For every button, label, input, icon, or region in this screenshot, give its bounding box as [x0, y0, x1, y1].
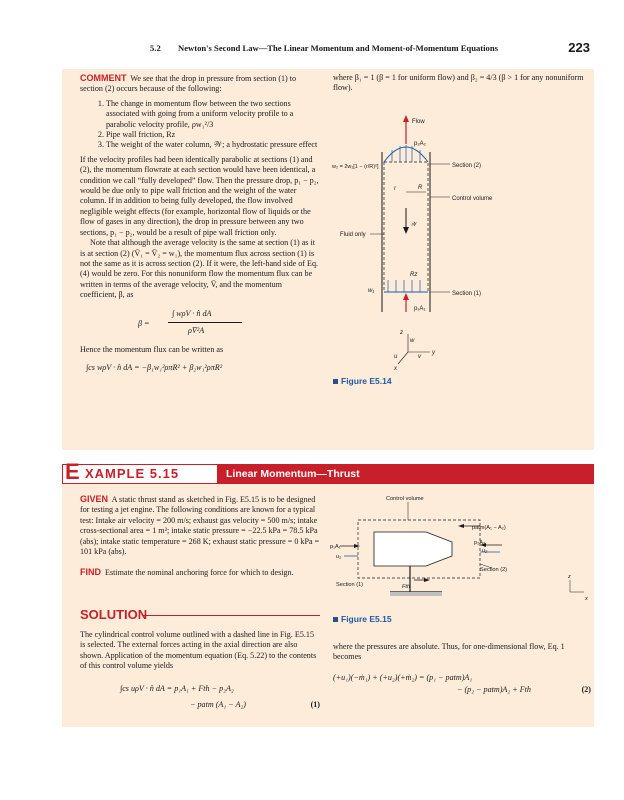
caption-text: Figure E5.14 — [341, 376, 392, 386]
figure-e5-14-caption — [333, 376, 392, 386]
fig14-w1-label: w₁ — [368, 288, 375, 294]
fth-arrowhead — [424, 578, 430, 582]
p1-arrowhead — [403, 293, 409, 300]
fig15-p1a1-label: p₁A₁ — [330, 544, 341, 550]
fig14-w2-equation: w₂ = 2w₁[1 − (r/R)²] — [332, 164, 379, 170]
comment-list — [80, 99, 320, 151]
list-item: 3. The weight of the water column, 𝒲; a hydrostatic pressure effect — [106, 140, 320, 150]
fig14-fluid-only-label: Fluid only — [340, 232, 366, 238]
fig15-section1-label: Section (1) — [336, 582, 364, 588]
caption-text: Figure E5.15 — [341, 614, 392, 624]
find-text: Estimate the nominal anchoring force for which to design. — [105, 568, 294, 578]
example-banner — [62, 459, 594, 484]
example-big-letter: E — [65, 459, 81, 484]
fig14-section2-label: Section (2) — [452, 163, 482, 169]
fig14-w-label: w — [410, 338, 415, 344]
fig14-u-label: u — [394, 354, 398, 360]
p1-arrowhead — [354, 544, 360, 548]
jet-engine — [374, 532, 452, 566]
fig14-z-label: z — [400, 330, 403, 336]
fig15-x-label: x — [585, 596, 588, 602]
caption-square-icon — [333, 617, 338, 622]
fig15-p2a2-label: p₂A₂ — [474, 540, 486, 546]
right-column-top — [333, 73, 593, 94]
fig14-y-label: y — [432, 350, 435, 356]
section-number: 5.2 — [150, 43, 161, 53]
figure-e5-14 — [330, 112, 594, 392]
fig14-x-label: x — [394, 366, 397, 372]
paragraph-fully-developed: If the velocity profiles had been identically parabolic at sections (1) and (2), the momentum flowrate at each section would have been identical, a condition we call “fully developed” flow. Then the pressure drop, p₁ − p₂, would be due only to pipe wall friction and the weight of the water column. If in addition to being fully developed, the flow involved negligible weight effects (for example, horizontal flow of liquids or the flow of gases in any direction), the drop in pressure between any two sections, p₁ − p₂, would be a result of pipe wall friction only. — [80, 154, 319, 237]
fig15-u2-label: u₂ — [482, 548, 488, 554]
fraction-bar — [168, 322, 242, 323]
equation-2-line-2-row — [333, 685, 593, 699]
solution-text: The cylindrical control volume outlined with a dashed line in Fig. E5.15 is selected. The external forces acting in the axial direction are also shown. Application of the momentum equation (Eq. 5.22) to the contents of this control volume yields — [80, 630, 317, 671]
beta-equation — [80, 305, 320, 345]
fig15-u1-label: u₁ — [336, 554, 341, 560]
flow-arrowhead — [403, 115, 409, 122]
given-text: A static thrust stand as sketched in Fig. E5.15 is to be designed for testing a jet engine. The following conditions are known for a typical test: Intake air velocity = 200 m/s; exhaust gas velocity = 500 m/s; intake cross-sectional area = 1 m²; intake static pressure = −22.5 kPa = 78.5 kPa (abs); intake static temperature = 268 K; exhaust static pressure = 0 kPa = 101 kPa (abs). — [80, 495, 320, 557]
flux-equation: ∫cs wρV · n̂ dA = −β₁w₁²ρπR² + β₂w₁²ρπR² — [86, 362, 223, 372]
beta-eq-lhs: β = — [138, 318, 150, 328]
example-given — [80, 494, 320, 579]
one-dimensional-text: where the pressures are absolute. Thus, for one-dimensional flow, Eq. 1 becomes — [333, 642, 565, 662]
equation-2-line-2: − (p₂ − patm)A₂ + Fth — [457, 685, 531, 695]
equation-2-line-1: (+u₁)(−ṁ₁) + (+u₂)(+ṁ₂) = (p₁ − patm)A₁ — [333, 672, 473, 682]
equation-2-number: (2) — [581, 685, 591, 695]
beta-eq-numerator: ∫ wρV · n̂ dA — [172, 308, 212, 318]
fig14-weight-label: 𝒲 — [410, 222, 417, 228]
fig14-r-label: r — [394, 186, 396, 192]
equation-1-line-2: − patm (A₁ − A₂) — [190, 700, 246, 710]
fig14-rz-label: Rz — [410, 272, 418, 278]
fig14-control-volume-label: Control volume — [452, 196, 493, 202]
equation-1-number: (1) — [310, 700, 320, 710]
hence-text: Hence the momentum flux can be written as — [80, 344, 224, 354]
beta-eq-denominator: ρV̄²A — [188, 325, 205, 335]
comment-intro-text: We see that the drop in pressure from section (1) to section (2) occurs because of the following: — [80, 74, 297, 94]
fig15-z-label: z — [568, 574, 571, 580]
weight-arrowhead — [403, 227, 409, 234]
comment-label: COMMENT — [80, 73, 127, 83]
given-label: GIVEN — [80, 494, 109, 504]
paragraph-momentum-flux: Note that although the average velocity is the same at section (1) as it is at section (2) (V̄₁ = V̄₂ = w₁), the momentum flux across section (1) is not the same as it is across section (2). If it were, the left-hand side of Eq. (4) would be zero. For this nonuniform flow the momentum flux can be written in terms of the average velocity, V̄, and the momentum coefficient, β, as — [80, 238, 319, 300]
comment-intro — [80, 73, 320, 95]
x-axis — [398, 352, 408, 364]
example-title: Linear Momentum—Thrust — [218, 464, 594, 484]
fig14-p1a1-label: p₁A₁ — [414, 306, 426, 312]
fig14-p2a2-label: p₂A₂ — [414, 141, 426, 147]
figure-e5-15 — [330, 492, 594, 618]
beta-values-text: where β₁ = 1 (β = 1 for uniform flow) and β₂ = 4/3 (β > 1 for any nonuniform flow). — [333, 73, 584, 93]
fig15-section2-label: Section (2) — [480, 567, 508, 573]
example-number-text: XAMPLE 5.15 — [85, 466, 180, 481]
patm-arrowhead — [458, 524, 464, 528]
solution-rule — [142, 615, 320, 616]
figure-e5-15-caption — [333, 614, 392, 624]
equation-1-line-2-row — [80, 700, 320, 714]
equation-1-line-1: ∫cs uρV · n̂ dA = p₁A₁ + Fth − p₂A₂ — [120, 683, 234, 693]
find-label: FIND — [80, 567, 101, 578]
fig14-R-label: R — [418, 185, 423, 191]
solution-heading — [80, 606, 320, 622]
example-number — [62, 459, 218, 484]
running-title: Newton's Second Law—The Linear Momentum and Moment-of-Momentum Equations — [178, 43, 498, 53]
fig14-section1-label: Section (1) — [452, 291, 482, 297]
example-right-column — [333, 642, 593, 699]
fig15-control-volume-label: Control volume — [386, 496, 424, 502]
ground-hatch — [390, 592, 442, 596]
fig15-patm-label: patm(A₁ − A₂) — [472, 525, 506, 531]
fig14-flow-label: Flow — [412, 119, 425, 125]
fig15-fth-label: Fth — [402, 584, 411, 590]
list-item: 1. The change in momentum flow between the two sections associated with going from a uniform velocity profile to a parabolic velocity profile, ρw₁²/3 — [106, 99, 320, 130]
solution-body — [80, 630, 320, 714]
fig14-v-label: v — [418, 354, 421, 360]
comment-column — [80, 73, 320, 373]
list-item: 2. Pipe wall friction, Rz — [106, 130, 320, 140]
page-number: 223 — [568, 40, 590, 55]
solution-label: SOLUTION — [80, 607, 148, 622]
caption-square-icon — [333, 379, 338, 384]
